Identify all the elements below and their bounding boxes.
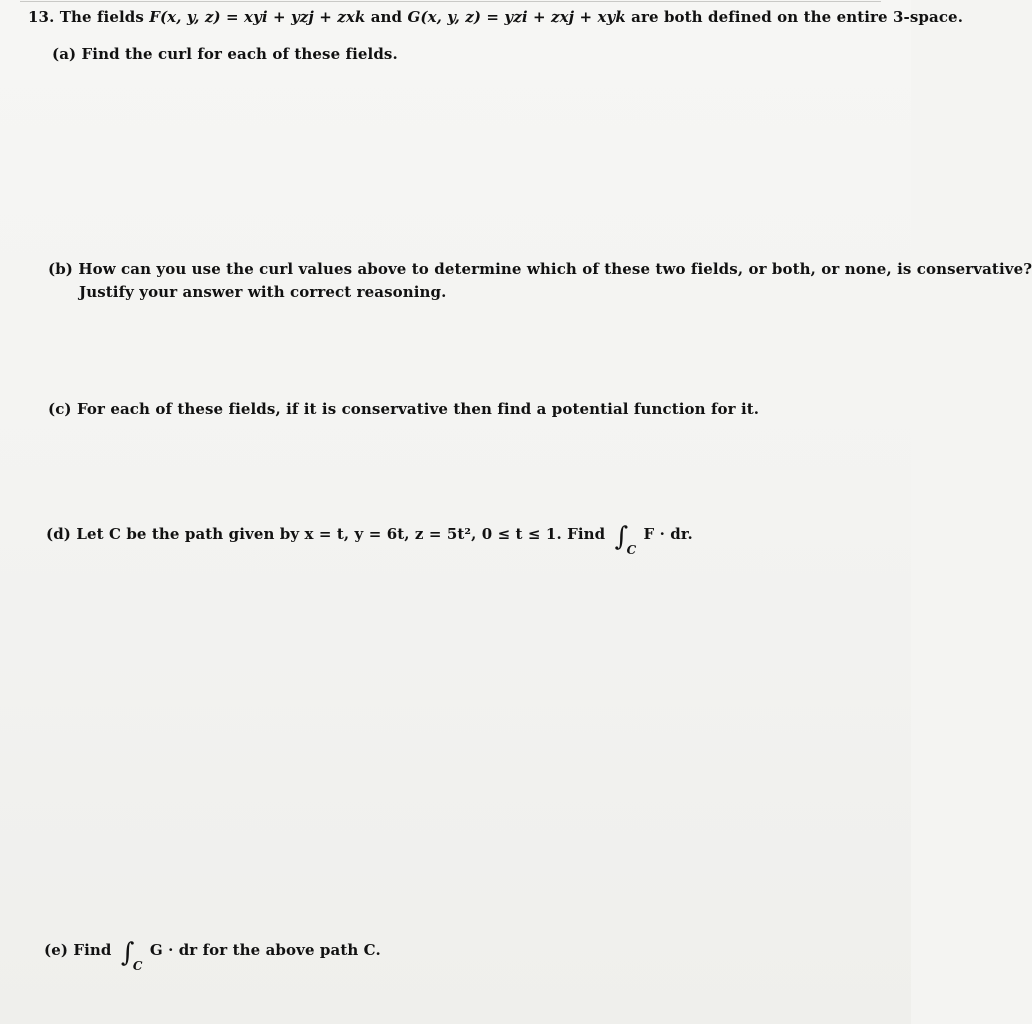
- part-d-label: (d): [46, 525, 71, 543]
- part-e: [44, 938, 381, 973]
- part-e-label: (e): [44, 941, 69, 959]
- part-d-integrand: F · dr.: [643, 525, 693, 543]
- integral-path-subscript: C: [626, 543, 637, 557]
- part-a-label: (a): [52, 45, 77, 63]
- part-b-line2: [79, 283, 446, 301]
- part-a-text: Find the curl for each of these fields.: [81, 45, 398, 63]
- field-G-definition: G(x, y, z) = yzi + zxj + xyk: [407, 8, 626, 26]
- part-c: [48, 400, 759, 418]
- top-rule-divider: [20, 1, 881, 2]
- part-b-text-line2: Justify your answer with correct reasoning.: [79, 283, 447, 301]
- part-e-integrand: G · dr: [149, 941, 198, 959]
- integral-path-subscript: C: [132, 959, 143, 973]
- field-F-definition: F(x, y, z) = xyi + yzj + zxk: [149, 8, 366, 26]
- part-e-text-post: for the above path C.: [197, 941, 381, 959]
- line-integral-symbol: ∫ C: [120, 938, 143, 973]
- line-integral-symbol: ∫ C: [614, 522, 637, 557]
- part-b: [48, 260, 1032, 278]
- part-c-label: (c): [48, 400, 72, 418]
- part-e-text-pre: Find: [73, 941, 112, 959]
- part-d: [46, 522, 693, 557]
- problem-intro-end: are both defined on the entire 3-space.: [625, 8, 964, 26]
- part-b-label: (b): [48, 260, 73, 278]
- part-a: [52, 45, 398, 63]
- problem-number: 13.: [28, 8, 55, 26]
- problem-intro: The fields: [59, 8, 150, 26]
- part-b-text-line1: How can you use the curl values above to determine which of these two fields, or both, or none, is conservative?: [78, 260, 1032, 278]
- part-d-text: Let C be the path given by x = t, y = 6t, z = 5t², 0 ≤ t ≤ 1. Find: [76, 525, 606, 543]
- part-c-text: For each of these fields, if it is conservative then find a potential function for it.: [76, 400, 760, 418]
- problem-and: and: [365, 8, 408, 26]
- problem-statement: [28, 8, 963, 26]
